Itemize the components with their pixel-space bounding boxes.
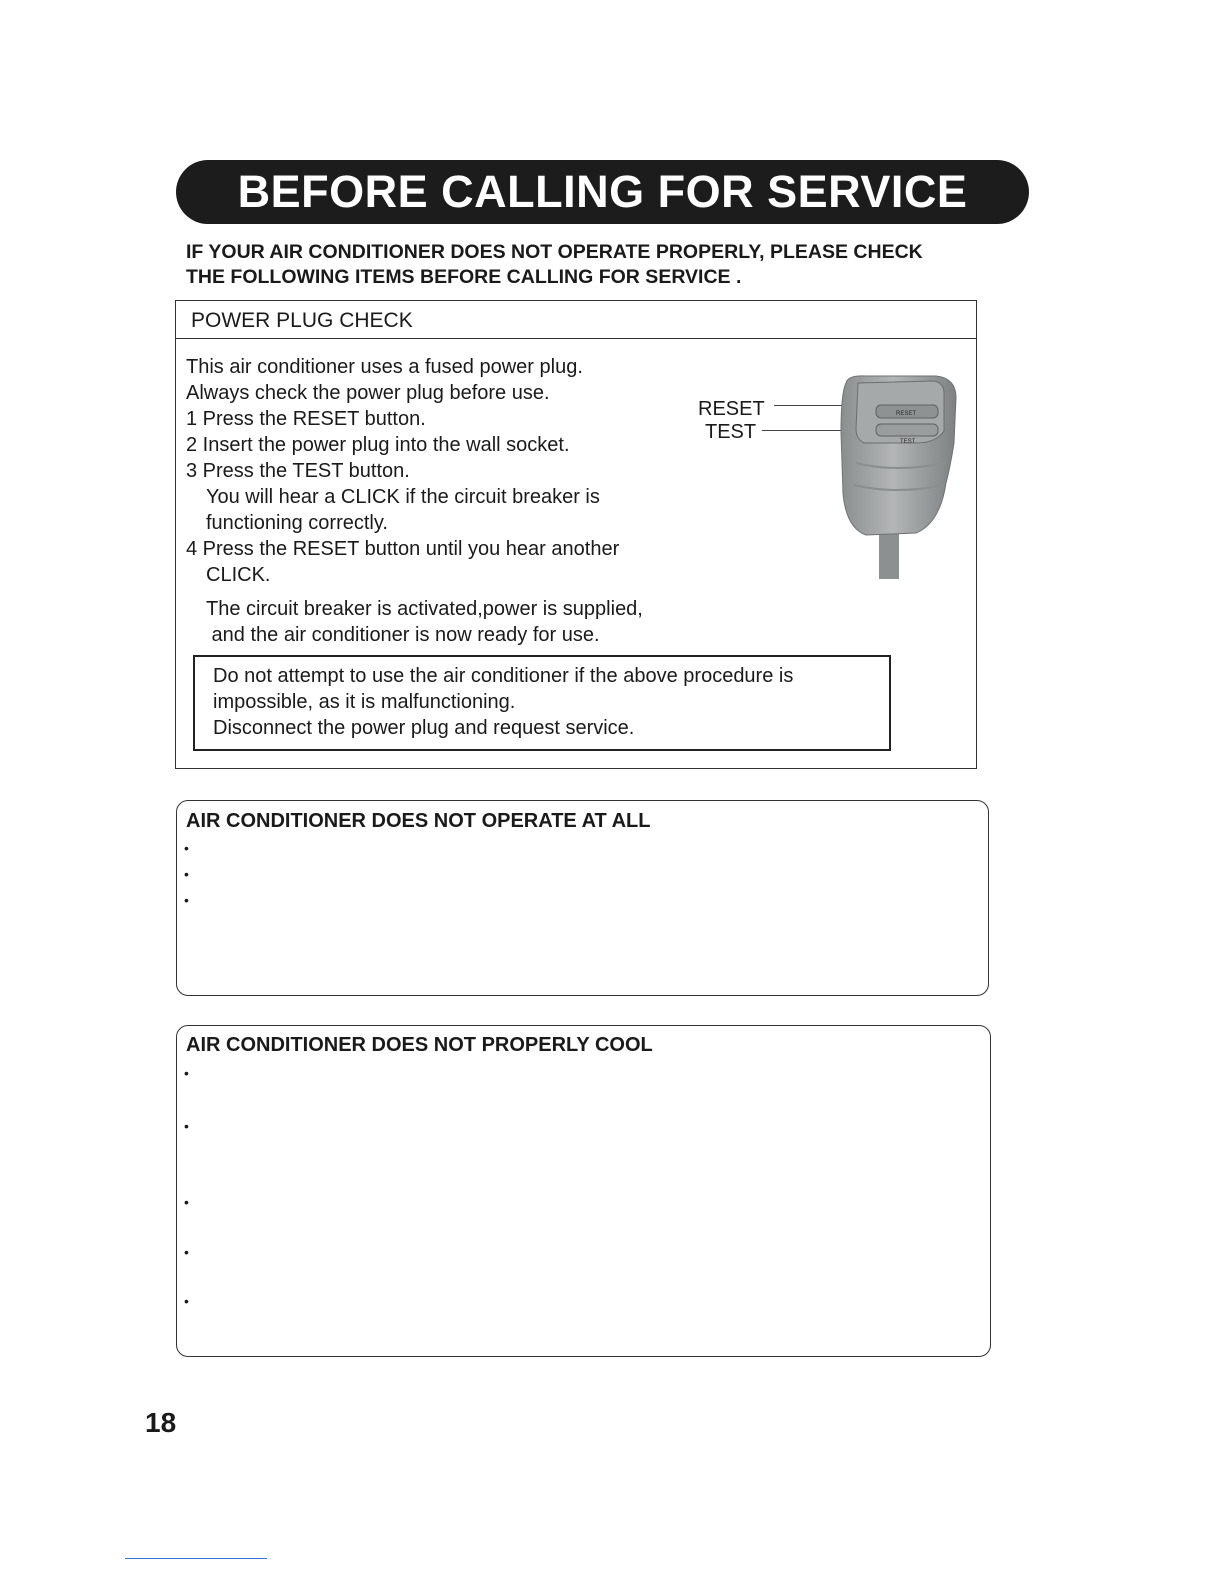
power-plug-check-box — [175, 300, 977, 769]
section-title: AIR CONDITIONER DOES NOT PROPERLY COOL — [186, 1034, 653, 1056]
plug-test-text: TEST — [900, 439, 916, 445]
section-does-not-cool — [176, 1025, 991, 1357]
bullet: • — [184, 1293, 189, 1309]
intro-notice — [186, 240, 1006, 290]
power-plug-illustration — [836, 373, 961, 583]
warning-line: impossible, as it is malfunctioning. — [213, 691, 516, 713]
section-does-not-operate — [176, 800, 989, 996]
instruction-step-2: 2 Insert the power plug into the wall socket. — [186, 434, 570, 456]
instruction-line: and the air conditioner is now ready for use. — [206, 624, 600, 646]
instruction-step-3: 3 Press the TEST button. — [186, 460, 410, 482]
title-banner — [176, 160, 1029, 224]
instruction-line: CLICK. — [206, 564, 271, 586]
power-plug-instructions — [186, 354, 726, 648]
warning-line: Do not attempt to use the air conditioner if the above procedure is — [213, 665, 794, 687]
warning-box — [193, 655, 891, 751]
instruction-line: The circuit breaker is activated,power is supplied, — [206, 598, 643, 620]
power-plug-check-title: POWER PLUG CHECK — [191, 309, 413, 332]
footer-rule — [125, 1558, 267, 1559]
intro-line: THE FOLLOWING ITEMS BEFORE CALLING FOR SERVICE . — [186, 266, 742, 288]
page-number: 18 — [145, 1407, 177, 1438]
test-label: TEST — [705, 421, 757, 443]
bullet: • — [184, 1065, 189, 1081]
intro-line: IF YOUR AIR CONDITIONER DOES NOT OPERATE PROPERLY, PLEASE CHECK — [186, 241, 923, 263]
page-title: BEFORE CALLING FOR SERVICE — [237, 166, 968, 217]
section-title: AIR CONDITIONER DOES NOT OPERATE AT ALL — [186, 810, 651, 832]
bullet: • — [184, 866, 189, 882]
warning-line: Disconnect the power plug and request service. — [213, 717, 635, 739]
instruction-step-4: 4 Press the RESET button until you hear another — [186, 538, 620, 560]
instruction-line: You will hear a CLICK if the circuit breaker is — [206, 486, 600, 508]
bullet: • — [184, 892, 189, 908]
instruction-line: This air conditioner uses a fused power plug. — [186, 356, 583, 378]
bullet: • — [184, 1118, 189, 1134]
bullet: • — [184, 1244, 189, 1260]
instruction-step-1: 1 Press the RESET button. — [186, 408, 426, 430]
power-plug-check-header — [176, 301, 976, 339]
reset-label: RESET — [698, 398, 765, 420]
test-button — [876, 424, 938, 436]
bullet: • — [184, 840, 189, 856]
instruction-line: functioning correctly. — [206, 512, 388, 534]
instruction-line: Always check the power plug before use. — [186, 382, 550, 404]
bullet: • — [184, 1194, 189, 1210]
plug-reset-text: RESET — [896, 411, 917, 417]
